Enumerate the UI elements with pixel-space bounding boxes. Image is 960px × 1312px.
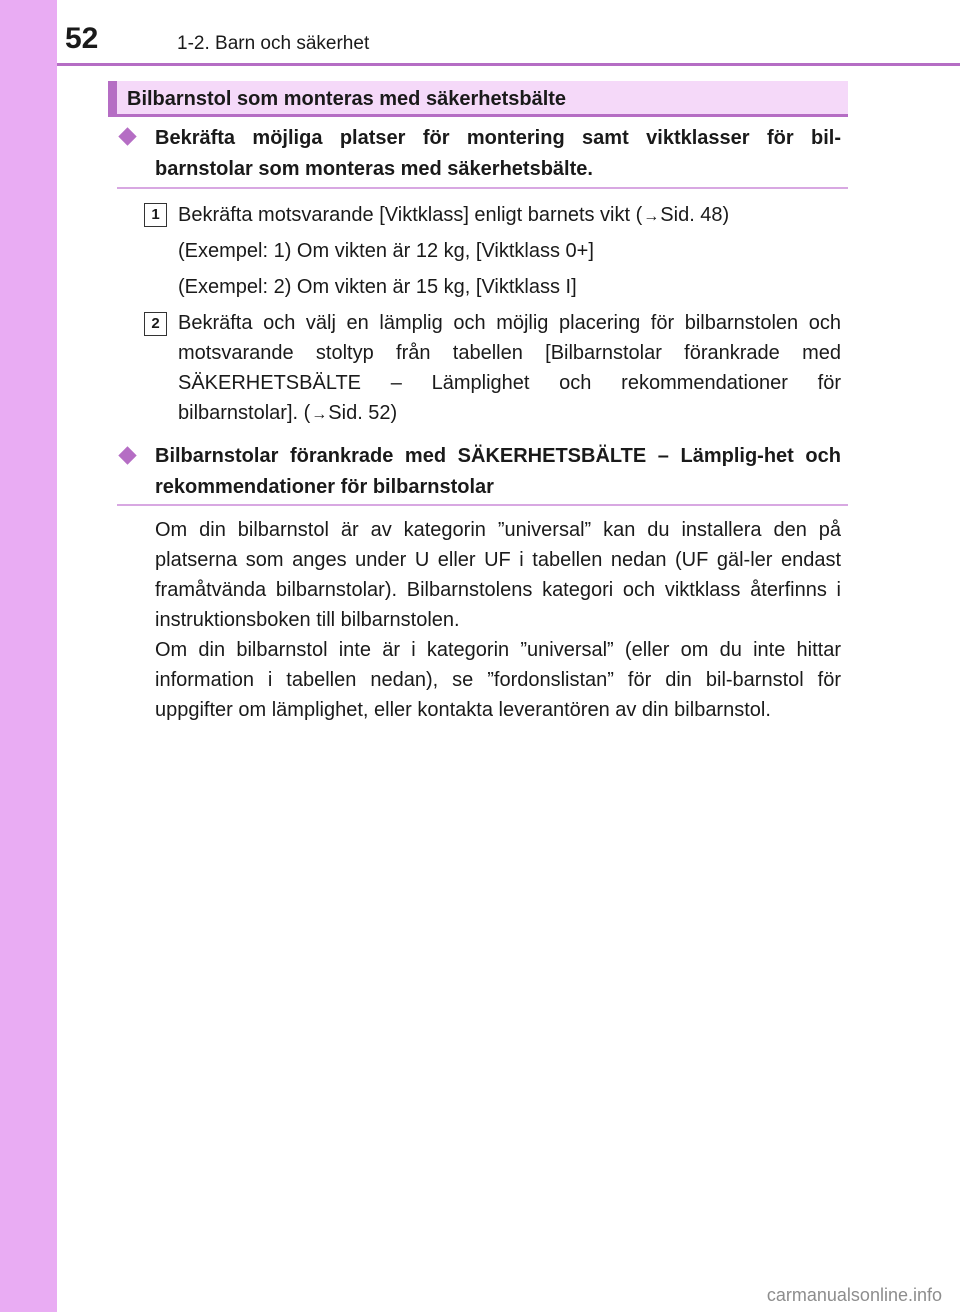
chapter-title: 1-2. Barn och säkerhet (177, 33, 370, 54)
step-2-text (178, 308, 841, 430)
step-1-example-1: (Exempel: 1) Om vikten är 12 kg, [Viktklass 0+] (178, 240, 594, 262)
chapter-side-tab (0, 0, 57, 1312)
section-heading-box (108, 81, 848, 117)
watermark: carmanualsonline.info (766, 1285, 942, 1305)
subsection-heading-1: Bekräfta möjliga platser för montering samt viktklasser för bil-barnstolar som monteras med säkerhetsbälte. (155, 127, 841, 180)
subsection-divider-1 (117, 187, 848, 189)
paragraph-vehicle-list: Om din bilbarnstol inte är i kategorin ”universal” (eller om du inte hittar information i tabellen nedan), se ”fordonslistan” för din bil-barnstol för uppgifter om lämplighet, eller kontakta leverantören av din bilbarnstol. (155, 639, 841, 721)
header-divider (57, 63, 960, 66)
subsection-divider-2 (117, 504, 848, 506)
paragraph-universal-category: Om din bilbarnstol är av kategorin ”universal” kan du installera den på platserna som anges under U eller UF i tabellen nedan (UF gäl-ler endast framåtvända bilbarnstolar). Bilbarnstolens kategori och viktklass återfinns i instruktionsboken till bilbarnstolen. (155, 519, 841, 631)
diamond-bullet-icon (118, 127, 136, 145)
page-reference-link[interactable]: Sid. 52) (328, 402, 398, 424)
page-number: 52 (65, 22, 99, 55)
page-reference-link[interactable]: Sid. 48) (660, 204, 730, 226)
diamond-bullet-icon (118, 446, 136, 464)
body-paragraphs (155, 515, 841, 725)
step-2-body: Bekräfta och välj en lämplig och möjlig placering för bilbarnstolen och motsvarande stoltyp från tabellen [Bilbarnstolar förankrade med SÄKERHETSBÄLTE – Lämplighet och rekommendationer för bilbarnstolar]. ( (178, 312, 841, 424)
step-number-1: 1 (144, 203, 167, 227)
arrow-right-icon: → (311, 406, 328, 423)
step-1-example-2: (Exempel: 2) Om vikten är 15 kg, [Viktklass I] (178, 276, 577, 298)
section-title: Bilbarnstol som monteras med säkerhetsbälte (127, 88, 567, 110)
arrow-right-icon: → (643, 208, 660, 225)
step-1-text: Bekräfta motsvarande [Viktklass] enligt barnets vikt ( (178, 204, 643, 226)
step-1-line-1 (178, 200, 841, 232)
subsection-heading-2: Bilbarnstolar förankrade med SÄKERHETSBÄLTE – Lämplig-het och rekommendationer för bilbarnstolar (155, 445, 841, 498)
step-number-2: 2 (144, 312, 167, 336)
